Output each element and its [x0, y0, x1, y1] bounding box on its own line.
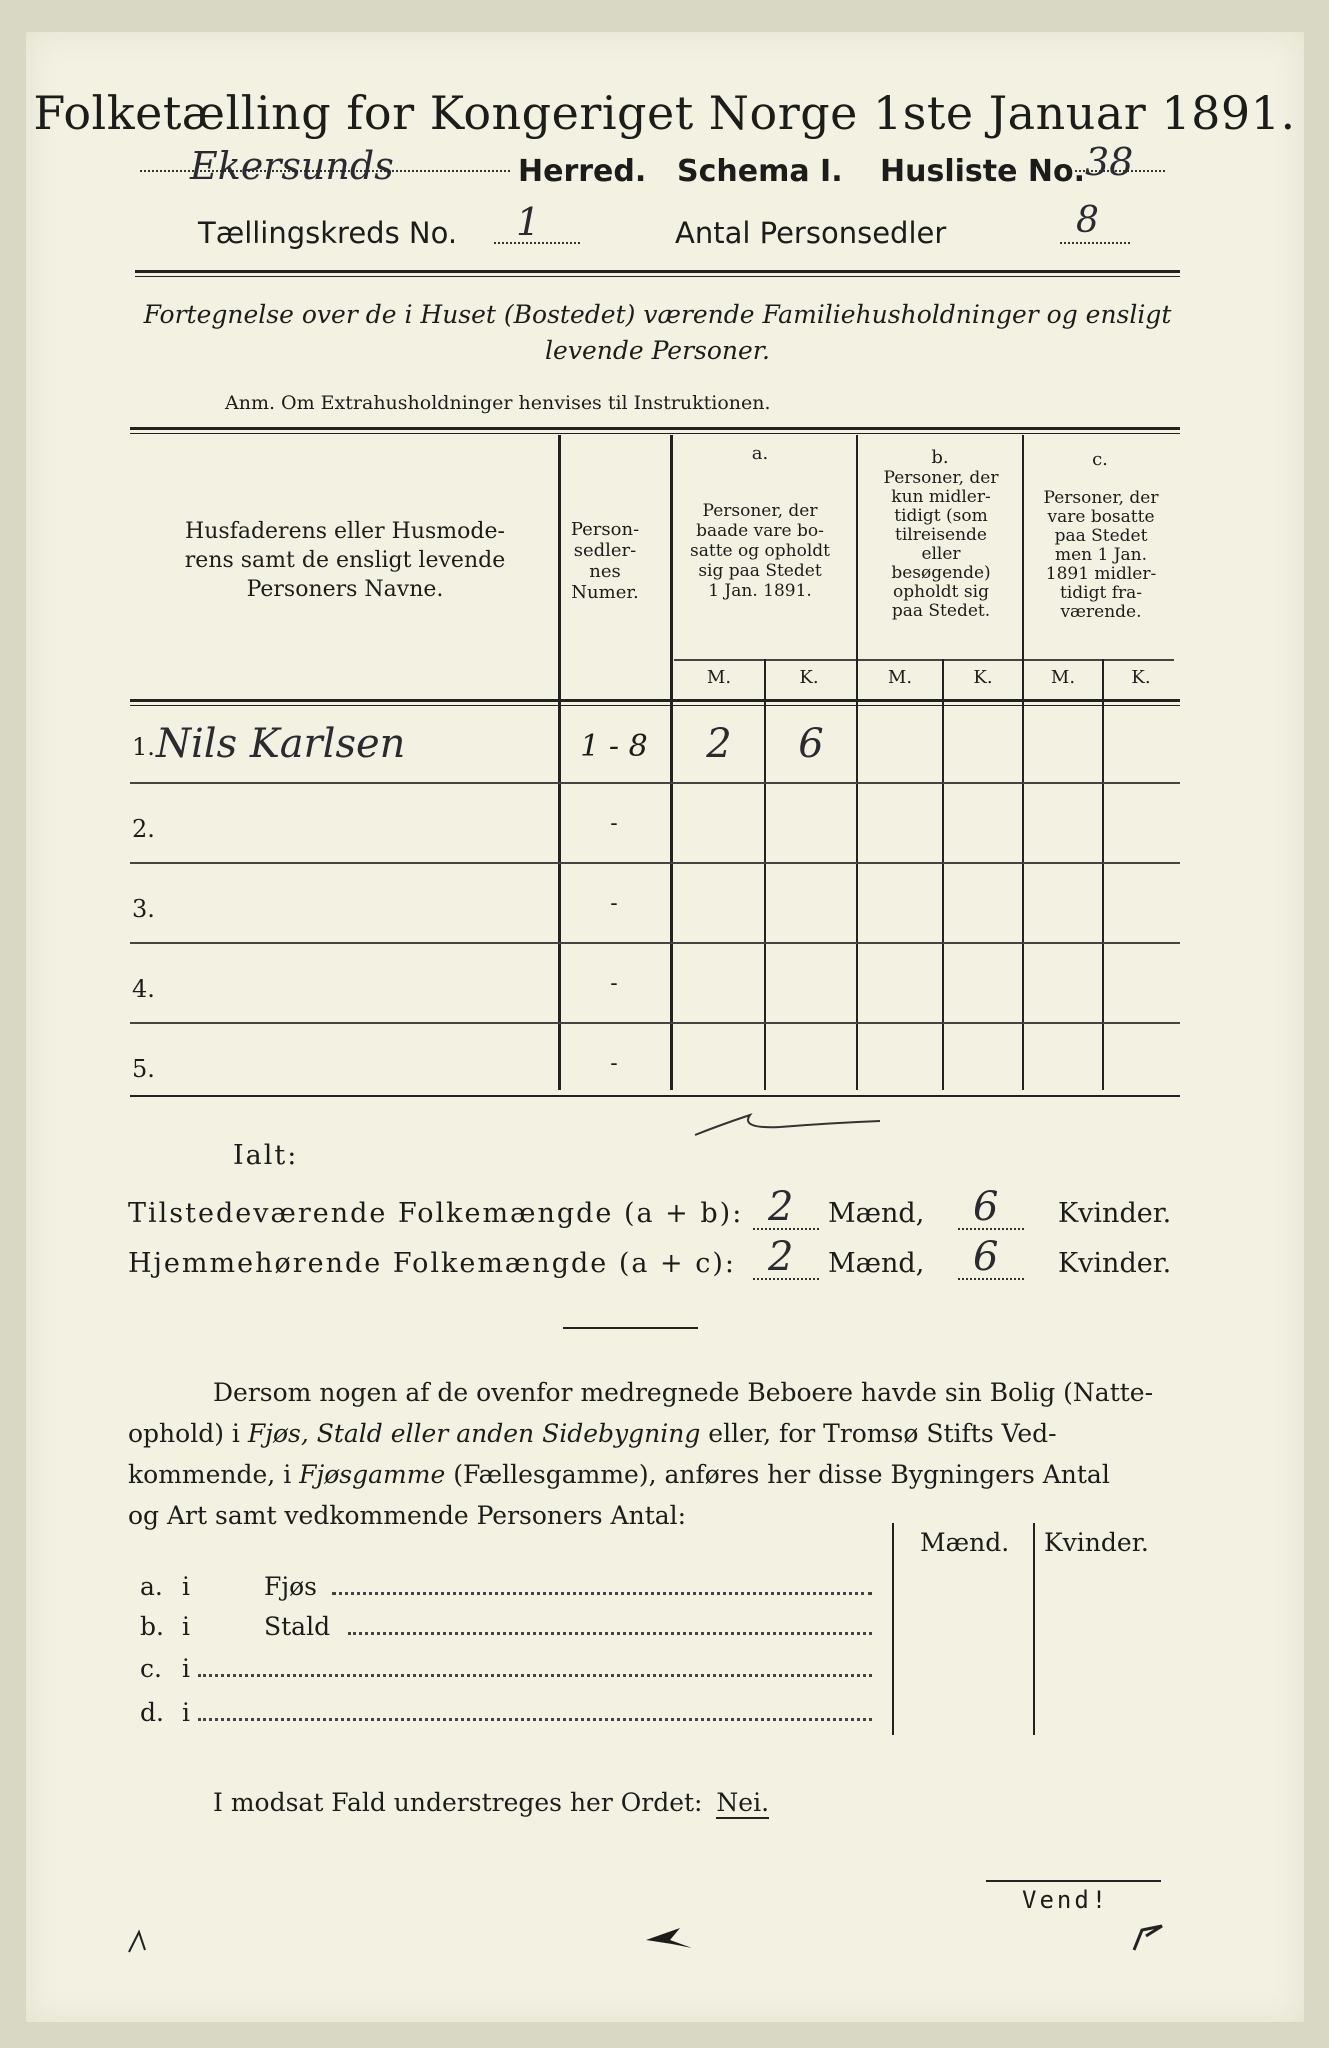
col-b-header: Personer, der kun midler- tidigt (som tilreisende eller besøgende) opholdt sig paa Stedet.: [883, 468, 999, 621]
herred-name: Ekersunds: [190, 144, 394, 188]
hjemme-maend-dotline: [753, 1278, 819, 1280]
husliste-dotline: [1075, 170, 1165, 172]
col-c-header: Personer, der vare bosatte paa Stedet men 1 Jan. 1891 midler- tidigt fra- værende.: [1043, 488, 1159, 622]
intro-line2: levende Personer.: [545, 336, 770, 365]
husliste-value: 38: [1085, 140, 1134, 184]
tilstede-kvinder-dotline: [958, 1228, 1024, 1230]
divider: [563, 1327, 698, 1329]
nei-word: Nei.: [716, 1788, 770, 1817]
table-row: [130, 947, 1180, 1021]
pen-flourish: [690, 1105, 890, 1145]
table-row: [130, 715, 1180, 781]
tilstede-maend-dotline: [753, 1228, 819, 1230]
personsedler-numer: -: [610, 811, 618, 836]
husliste-label: Husliste No.: [880, 154, 1085, 189]
tilstede-maend-label: Mænd,: [828, 1198, 925, 1229]
col-a-letter: a.: [751, 443, 769, 464]
a-m-label: M.: [706, 667, 732, 688]
row-number: 2.: [132, 815, 155, 843]
table-row: [130, 787, 1180, 861]
tilstede-kvinder-label: Kvinder.: [1058, 1198, 1172, 1229]
personsedler-numer: -: [610, 891, 618, 916]
tilstede-maend-value: 2: [768, 1184, 794, 1230]
hjemme-maend-label: Mænd,: [828, 1248, 925, 1279]
buildings-kvinder-header: Kvinder.: [1044, 1528, 1149, 1557]
intro-line1: Fortegnelse over de i Huset (Bostedet) værende Familiehusholdninger og ensligt: [143, 300, 1172, 329]
corner-mark-right: [1128, 1920, 1168, 1956]
buildings-divider-2: [1033, 1523, 1035, 1735]
corner-mark-center: [640, 1918, 700, 1958]
kreds-line: [198, 200, 1138, 262]
hjemme-label: Hjemmehørende Folkemængde (a + c):: [128, 1248, 736, 1279]
a-k-value: 6: [798, 721, 824, 767]
header-rule-thin: [135, 276, 1180, 277]
schema-label: Schema I.: [677, 154, 843, 189]
modsat-label: I modsat Fald understreges her Ordet:: [213, 1788, 703, 1817]
table-row: [130, 867, 1180, 941]
person-name: Nils Karlsen: [156, 721, 406, 767]
c-m-label: M.: [1050, 667, 1076, 688]
building-row-c: c. i: [140, 1654, 880, 1694]
ialt-label: Ialt:: [233, 1140, 299, 1171]
corner-mark-left: [125, 1926, 155, 1956]
b-m-label: M.: [887, 667, 913, 688]
vend-label: Vend!: [1022, 1886, 1110, 1914]
row-number: 1.: [132, 733, 155, 761]
hjemme-maend-value: 2: [768, 1234, 794, 1280]
tilstede-line: [128, 1184, 1188, 1242]
col-a-header: Personer, der baade vare bo- satte og opholdt sig paa Stedet 1 Jan. 1891.: [690, 501, 830, 601]
building-row-d: d. i: [140, 1698, 880, 1738]
herred-label: Herred.: [518, 154, 647, 189]
personsedler-numer: -: [610, 1051, 618, 1076]
buildings-maend-header: Mænd.: [920, 1528, 1010, 1557]
col-c-letter: c.: [1092, 449, 1108, 470]
personsedler-numer: 1 - 8: [580, 729, 648, 764]
building-row-b: b. i Stald: [140, 1612, 880, 1652]
kreds-label: Tællingskreds No.: [198, 216, 458, 250]
anm-note: Anm. Om Extrahusholdninger henvises til Instruktionen.: [225, 392, 771, 414]
a-k-label: K.: [799, 667, 819, 688]
b-k-label: K.: [973, 667, 993, 688]
tilstede-label: Tilstedeværende Folkemængde (a + b):: [128, 1198, 744, 1229]
a-m-value: 2: [706, 721, 732, 767]
tilstede-kvinder-value: 6: [973, 1184, 999, 1230]
hjemme-line: [128, 1234, 1188, 1292]
buildings-divider-1: [892, 1523, 894, 1735]
hjemme-kvinder-value: 6: [973, 1234, 999, 1280]
personsedler-dotline: [1060, 242, 1130, 244]
personsedler-label: Antal Personsedler: [675, 216, 947, 250]
herred-line: [140, 140, 1180, 200]
household-table: [130, 427, 1180, 1097]
kreds-dotline: [494, 242, 580, 244]
row-number: 3.: [132, 895, 155, 923]
buildings-paragraph: Dersom nogen af de ovenfor medregnede Beboere havde sin Bolig (Natte- ophold) i Fjøs, Stald eller anden Sidebygning eller, for Tromsø Stifts Ved- kommende, i Fjøsgamme (Fællesgamme), anføres her disse Bygningers Antal og Art samt vedkommende Personers Antal:: [128, 1378, 1154, 1530]
vend-rule: [986, 1880, 1161, 1882]
page-title: Folketælling for Kongeriget Norge 1ste Januar 1891.: [33, 86, 1296, 140]
header-rule: [135, 270, 1180, 273]
personsedler-numer: -: [610, 971, 618, 996]
col-names-header: Husfaderens eller Husmode- rens samt de ensligt levende Personers Navne.: [184, 519, 506, 602]
col-numer-header: Person- sedler- nes Numer.: [570, 519, 640, 603]
personsedler-value: 8: [1076, 200, 1099, 241]
modsat-line: [213, 1788, 769, 1817]
hjemme-kvinder-label: Kvinder.: [1058, 1248, 1172, 1279]
hjemme-kvinder-dotline: [958, 1278, 1024, 1280]
row-number: 5.: [132, 1055, 155, 1083]
row-number: 4.: [132, 975, 155, 1003]
kreds-value: 1: [516, 200, 541, 244]
building-row-a: a. i Fjøs: [140, 1572, 880, 1612]
col-b-letter: b.: [931, 447, 949, 468]
table-row: [130, 1027, 1180, 1093]
c-k-label: K.: [1131, 667, 1151, 688]
